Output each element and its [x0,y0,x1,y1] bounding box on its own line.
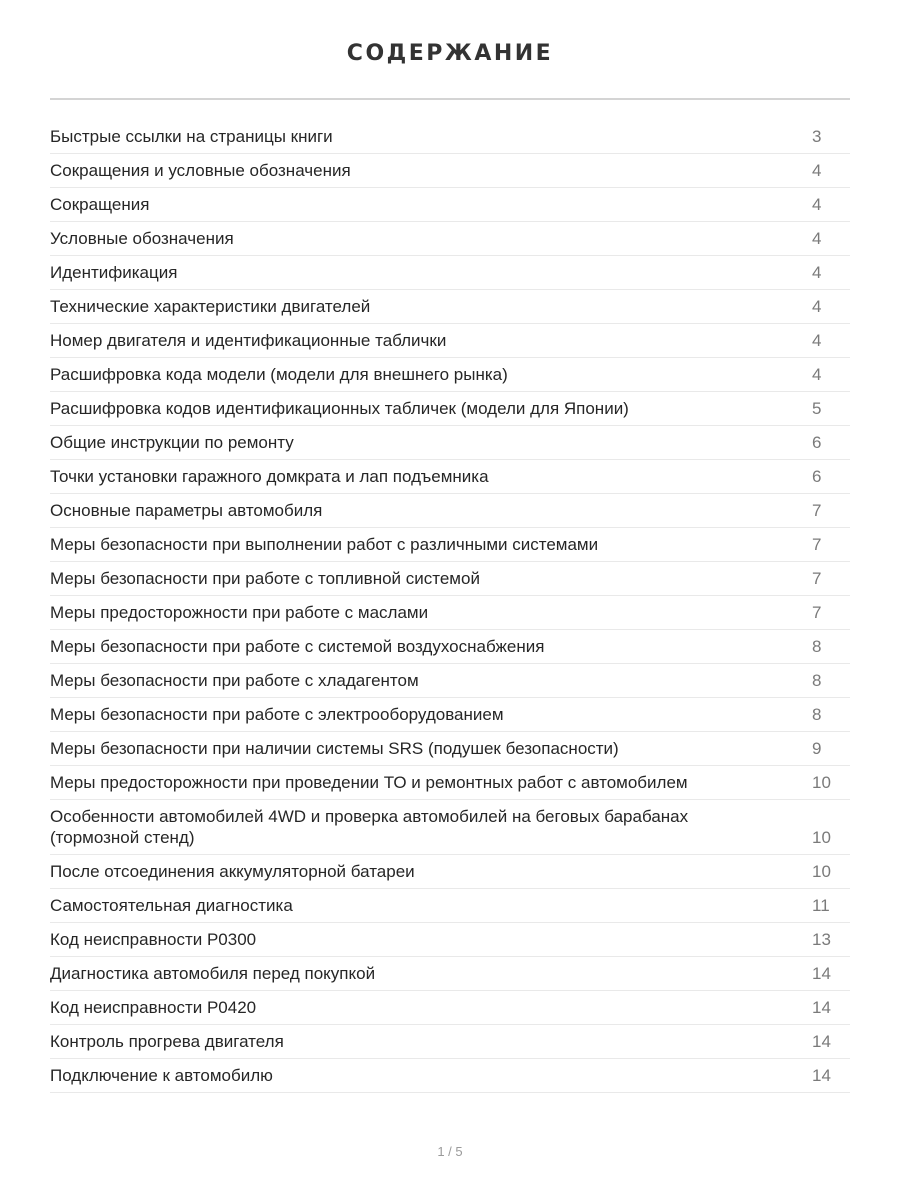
toc-entry-page-number: 5 [812,399,822,418]
toc-entry-page-number: 7 [812,501,822,520]
toc-entry[interactable] [50,324,850,358]
toc-entry-title: Код неисправности P0300 [50,930,257,949]
toc-entry-title: Общие инструкции по ремонту [50,433,294,452]
toc-entry[interactable] [50,630,850,664]
toc-entry[interactable] [50,732,850,766]
toc-entry-title: Меры безопасности при выполнении работ с различными системами [50,535,599,554]
toc-entry[interactable] [50,154,850,188]
toc-entry-title: Подключение к автомобилю [50,1066,273,1085]
toc-entry[interactable] [50,528,850,562]
toc-entry-title: После отсоединения аккумуляторной батареи [50,862,415,881]
toc-entry-page-number: 14 [812,998,831,1017]
toc-entry[interactable] [50,290,850,324]
toc-entry-title: Точки установки гаражного домкрата и лап подъемника [50,467,489,486]
toc-entry-page-number: 10 [812,828,831,847]
toc-entry-title: Быстрые ссылки на страницы книги [50,127,333,146]
toc-entry-page-number: 6 [812,467,822,486]
toc-entry-title: Номер двигателя и идентификационные таблички [50,331,447,350]
toc-entry-title: Основные параметры автомобиля [50,501,323,520]
toc-entry-page-number: 7 [812,569,822,588]
toc-entry-title: Самостоятельная диагностика [50,896,293,915]
toc-entry-title: Сокращения [50,195,150,214]
toc-entry[interactable] [50,494,850,528]
toc-entry-title: Идентификация [50,263,178,282]
toc-entry-title: Меры безопасности при работе с хладагентом [50,671,419,690]
page-title: СОДЕРЖАНИЕ [346,41,554,66]
toc-entry-page-number: 7 [812,535,822,554]
toc-entry-page-number: 8 [812,637,822,656]
toc-entry-page-number: 4 [812,297,822,316]
toc-entry[interactable] [50,460,850,494]
toc-entry[interactable] [50,766,850,800]
toc-entry-title: Особенности автомобилей 4WD и проверка автомобилей на беговых барабанах (тормозной стенд) [50,807,689,847]
toc-entry[interactable] [50,923,850,957]
toc-entry-page-number: 10 [812,862,831,881]
toc-entry-page-number: 6 [812,433,822,452]
toc-entry-page-number: 8 [812,671,822,690]
toc-entry[interactable] [50,358,850,392]
toc-entry[interactable] [50,991,850,1025]
toc-entry-page-number: 4 [812,331,822,350]
toc-entry-title: Меры безопасности при наличии системы SRS (подушек безопасности) [50,739,619,758]
toc-entry-title: Меры предосторожности при работе с маслами [50,603,429,622]
toc-entry-title: Меры безопасности при работе с электрооборудованием [50,705,504,724]
toc-entry-page-number: 4 [812,263,822,282]
toc-entry-page-number: 11 [812,896,830,915]
toc-entry-title: Диагностика автомобиля перед покупкой [50,964,376,983]
toc-entry-page-number: 14 [812,1066,831,1085]
toc-entry-page-number: 9 [812,739,822,758]
toc-entry-title: Код неисправности P0420 [50,998,257,1017]
title-divider [50,98,850,100]
toc-entry[interactable] [50,120,850,154]
toc-entry-title: Контроль прогрева двигателя [50,1032,284,1051]
toc-entry-title: Меры предосторожности при проведении ТО и ремонтных работ с автомобилем [50,773,688,792]
toc-entry-page-number: 14 [812,964,831,983]
toc-entry-page-number: 4 [812,161,822,180]
toc-entry[interactable] [50,256,850,290]
toc-entry[interactable] [50,1059,850,1093]
toc-entry-page-number: 8 [812,705,822,724]
toc-entry-title: Расшифровка кода модели (модели для внешнего рынка) [50,365,508,384]
toc-entry-page-number: 3 [812,127,822,146]
toc-entry[interactable] [50,222,850,256]
toc-entry-title: Сокращения и условные обозначения [50,161,351,180]
toc-entry[interactable] [50,855,850,889]
toc-entry-page-number: 4 [812,195,822,214]
toc-entry-title: Условные обозначения [50,229,234,248]
toc-entry-title: Технические характеристики двигателей [50,297,371,316]
toc-entry[interactable] [50,392,850,426]
toc-entry-title: Меры безопасности при работе с топливной системой [50,569,480,588]
toc-entry[interactable] [50,957,850,991]
toc-entry[interactable] [50,188,850,222]
table-of-contents [50,120,850,1093]
toc-entry[interactable] [50,1025,850,1059]
toc-entry[interactable] [50,596,850,630]
toc-entry-page-number: 7 [812,603,822,622]
toc-entry-title: Расшифровка кодов идентификационных табличек (модели для Японии) [50,399,629,418]
toc-entry-page-number: 10 [812,773,831,792]
toc-entry[interactable] [50,800,850,855]
toc-entry-page-number: 4 [812,365,822,384]
toc-entry[interactable] [50,426,850,460]
toc-entry-page-number: 13 [812,930,831,949]
toc-entry[interactable] [50,889,850,923]
toc-entry-title: Меры безопасности при работе с системой воздухоснабжения [50,637,545,656]
toc-entry[interactable] [50,562,850,596]
toc-entry[interactable] [50,698,850,732]
toc-entry[interactable] [50,664,850,698]
page-indicator: 1 / 5 [437,1144,463,1159]
toc-entry-page-number: 4 [812,229,822,248]
toc-entry-page-number: 14 [812,1032,831,1051]
